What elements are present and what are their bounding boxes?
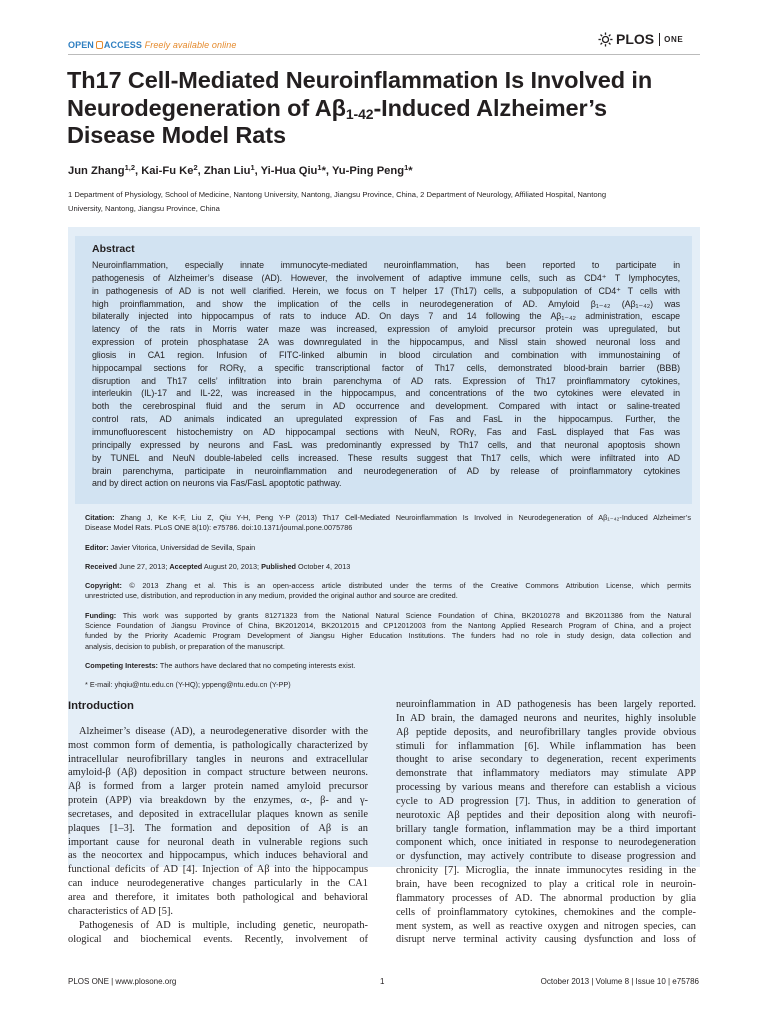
body-line: Aβ peptide deposits, and neurofibrillary tangles provide obvious <box>396 726 696 738</box>
body-line: can induce neurodegenerative changes particularly in the CA1 <box>68 878 368 890</box>
abstract-line: disruption and Th17 cells’ infiltration into brain parenchyma of AD rats. Expression of Th17 proinflammatory cytokines, <box>92 375 680 386</box>
copyright: Copyright: © 2013 Zhang et al. This is an open-access article distributed under the terms of the Creative Commons Attribution License, which permits unrestricted use, distribution, and reproduction in any medium, provided the original author and source are credited. <box>85 581 691 601</box>
body-line: brain, have been recognized to play a critical role in neuroin- <box>396 878 696 890</box>
body-line: plaques [1–3]. The formation and deposition of Aβ is an <box>68 822 368 834</box>
body-line: flammatory processes of AD. The abnormal production by glia <box>396 892 696 904</box>
dates: Received June 27, 2013; Accepted August 20, 2013; Published October 4, 2013 <box>85 561 351 571</box>
abstract-heading: Abstract <box>92 243 135 255</box>
affiliation-line: 1 Department of Physiology, School of Medicine, Nantong University, Nantong, Jiangsu Province, China, 2 Department of Neurology, Affiliated Hospital, Nantong <box>68 190 607 199</box>
body-line: component which, once initiated in response to neurodegeneration <box>396 837 696 849</box>
plos-sun-icon <box>598 32 613 47</box>
body-line: protein (APP) via breakdown by the enzymes, α-, β- and γ- <box>68 795 368 807</box>
body-line: ological and biochemical events. Recently, involvement of <box>68 933 368 945</box>
abstract-line: bilaterally injected into hippocampus of rats to induce AD. On days 7 and 14 following the Aβ₁₋₄₂ administration, escape <box>92 311 680 322</box>
page-number: 1 <box>380 977 385 986</box>
footer-journal: PLOS ONE | www.plosone.org <box>68 977 177 986</box>
body-line: stimuli for inflammation [6]. While inflammation has been <box>396 740 696 752</box>
abstract-line: immunofluorescent histochemistry on AD hippocampal sections with NeuN, RORγ, Fas and FasL displayed that Fas was <box>92 426 680 437</box>
body-line: Aβ is formed from a larger protein named amyloid precursor <box>68 781 368 793</box>
body-line: most common form of dementia, is pathologically characterized by <box>68 739 368 751</box>
abstract-line: hippocampal sections for RORγ, a specific transcriptional factor of Th17 cells, demonstrated blood-brain barrier (BBB) <box>92 362 680 373</box>
body-line: important cause for neuronal death in vulnerable regions such <box>68 836 368 848</box>
body-line: Pathogenesis of AD is multiple, including genetic, neuropath- <box>79 919 368 931</box>
body-line: cells of proinflammatory cytokines, chemokines and the comple- <box>396 906 696 918</box>
footer-issue: October 2013 | Volume 8 | Issue 10 | e75786 <box>540 977 699 986</box>
abstract-line: by TUNEL and NeuN double-labeled cells increased. These results suggest that Th17 cells, which were infiltrated into AD <box>92 452 680 463</box>
article-title <box>67 67 707 150</box>
article-metadata <box>85 513 691 691</box>
abstract-line: interleukin (IL)-17 and IL-22, was increased in the hippocampus, and concentrations of the two cytokines were elevated in <box>92 388 680 399</box>
title-subscript: 1-42 <box>345 105 374 122</box>
body-line: intracellular neurofibrillary tangles in neurons and extracellular <box>68 753 368 765</box>
abstract-line: and by direct action on neurons via Fas/FasL apoptotic pathway. <box>92 478 342 489</box>
abstract-line: brain parenchyma, participate in neuroinflammation and neurodegeneration of AD by release of proinflammatory cytokines <box>92 465 680 476</box>
body-column-right <box>396 698 696 947</box>
freely-available-label: Freely available online <box>144 40 237 50</box>
plos-wordmark: PLOS <box>616 31 655 47</box>
funding: Funding: This work was supported by grants 81271323 from the National Natural Science Foundation of China, BK2010278 and BK2011386 from the Natural Science Foundation of Jiangsu Province of China, BK2012014, BK2012015 and CP12012003 from the Nantong Applied Research Program of China, and a project funded by the Priority Academic Program Development of Jiangsu Higher Education Institutions. The funders had no role in study design, data collection and analysis, decision to publish, or preparation of the manuscript. <box>85 610 691 651</box>
abstract-line: high proinflammation, and show the implication of the cells in neurodegeneration of AD. Amyloid β₁₋₄₂ (Aβ₁₋₄₂) was <box>92 298 680 309</box>
access-label: ACCESS <box>103 40 143 50</box>
email: * E-mail: yhqiu@ntu.edu.cn (Y-HQ); yppeng@ntu.edu.cn (Y-PP) <box>85 680 291 690</box>
title-line-2b: -Induced Alzheimer’s <box>373 94 607 121</box>
author: Yi-Hua Qiu$^1$*, <box>260 163 332 177</box>
open-access-lock-icon <box>96 41 103 49</box>
citation: Citation: Zhang J, Ke K-F, Liu Z, Qiu Y-H, Peng Y-P (2013) Th17 Cell-Mediated Neuroinflammation Is Involved in Neurodegeneration of Aβ₁₋₄₂-Induced Alzheimer’s Disease Model Rats. PLoS ONE 8(10): e75786. doi:10.1371/journal.pone.0075786 <box>85 513 691 533</box>
abstract-line: Neuroinflammation, especially innate immunocyte-mediated neuroinflammation, has been reported to participate in <box>92 260 680 270</box>
author-list <box>68 165 708 177</box>
body-line: neurotoxic Aβ peptides and their deposition along with neurofi- <box>396 809 696 821</box>
title-line-1: Th17 Cell-Mediated Neuroinflammation Is Involved in <box>67 67 653 93</box>
one-wordmark: ONE <box>664 35 684 44</box>
title-line-3: Disease Model Rats <box>67 122 286 148</box>
title-line-2a: Neurodegeneration of Aβ <box>67 94 346 121</box>
body-line: processing by various means and therefore can establish a vicious <box>396 782 696 794</box>
body-line: demonstrate that inflammatory mediators may stimulate APP <box>396 768 696 780</box>
body-line: characteristics of AD [5]. <box>68 905 174 917</box>
body-line: amyloid-β (Aβ) deposition in compact structure between neurons. <box>68 767 368 779</box>
body-line: or dysfunction, may actively contribute to disease progression and <box>396 851 696 863</box>
body-line: In AD brain, the damaged neurons and neurites, highly insoluble <box>396 712 696 724</box>
author: Jun Zhang$^{1,2}$, <box>68 163 142 177</box>
logo-divider <box>659 33 660 46</box>
abstract-line: both the cerebrospinal fluid and the serum in AD occurrence and development. Compared with intact or saline-treated <box>92 401 680 412</box>
abstract-text <box>92 259 680 490</box>
body-line: cycle to AD progression [7]. Thus, in addition to generation of <box>396 795 696 807</box>
abstract-line: pathogenesis of Alzheimer’s disease (AD). However, the involvement of adaptive immune cells, such as CD4⁺ T lymphocytes, <box>92 272 680 283</box>
body-line: brillary tangle formation, inflammation may be a third important <box>396 823 696 835</box>
affiliations <box>68 188 708 216</box>
author: Kai-Fu Ke$^2$, <box>141 163 204 177</box>
abstract-line: in pathogenesis of AD is not well clarified. Herein, we focus on T helper 17 (Th17) cells, a subpopulation of CD4⁺ T cells with <box>92 285 680 296</box>
body-line: Alzheimer’s disease (AD), a neurodegenerative disorder with the <box>79 725 368 737</box>
affiliation-line: University, Nantong, Jiangsu Province, China <box>68 204 220 213</box>
competing-interests: Competing Interests: The authors have declared that no competing interests exist. <box>85 660 356 670</box>
body-line: thought to arise secondary to degeneration, recent experiments <box>396 754 696 766</box>
abstract-line: latency of the rats in Morris water maze was increased, expression of amyloid precursor protein was upregulated, but <box>92 324 680 335</box>
body-line: neuroinflammation in AD pathogenesis has been largely reported. <box>396 699 696 710</box>
body-column-left <box>68 700 368 946</box>
header-rule <box>68 54 700 55</box>
introduction-text <box>68 725 368 947</box>
body-text-continued <box>396 698 696 947</box>
abstract-panel <box>75 236 692 504</box>
plos-one-logo <box>598 31 683 49</box>
body-line: disrupt nerve terminal activity causing dysfunction and loss of <box>396 934 696 946</box>
body-line: chronicity [7]. Microglia, the innate immunocytes residing in the <box>396 865 696 877</box>
introduction-heading: Introduction <box>68 700 134 712</box>
body-line: functional deficits of AD [4]. Injection of Aβ into the hippocampus <box>68 864 368 876</box>
author: Zhan Liu$^1$, <box>203 163 261 177</box>
body-line: ment system, as well as reactive oxygen and nitrogen species, can <box>396 920 696 932</box>
open-label: OPEN <box>68 40 94 50</box>
body-line: area and therefore, it imitates both pathological and behavioral <box>68 891 368 903</box>
abstract-line: principally expressed by neurons and FasL was predominantly expressed by Th17 cells, and that neuronal apoptosis shown <box>92 439 680 450</box>
author: Yu-Ping Peng$^1$* <box>331 163 413 177</box>
body-line: as the neocortex and hippocampus, which induces behavioral and <box>68 850 368 862</box>
abstract-line: gliosis in CA1 region. Infusion of FITC-linked albumin in blood circulation and combination with immunostaining of <box>92 349 680 360</box>
editor: Editor: Javier Vitorica, Universidad de Sevilla, Spain <box>85 542 256 552</box>
abstract-line: expression of protein phosphatase 2A was downregulated in the hippocampus, and Nissl stain showed neuronal loss and <box>92 337 680 348</box>
abstract-line: control rats, AD animals indicated an upregulated expression of Fas and FasL in the hippocampus. Further, the <box>92 414 680 425</box>
body-line: secretases, and deposited in extracellular plaques known as senile <box>68 808 368 820</box>
open-access-banner <box>68 40 236 50</box>
